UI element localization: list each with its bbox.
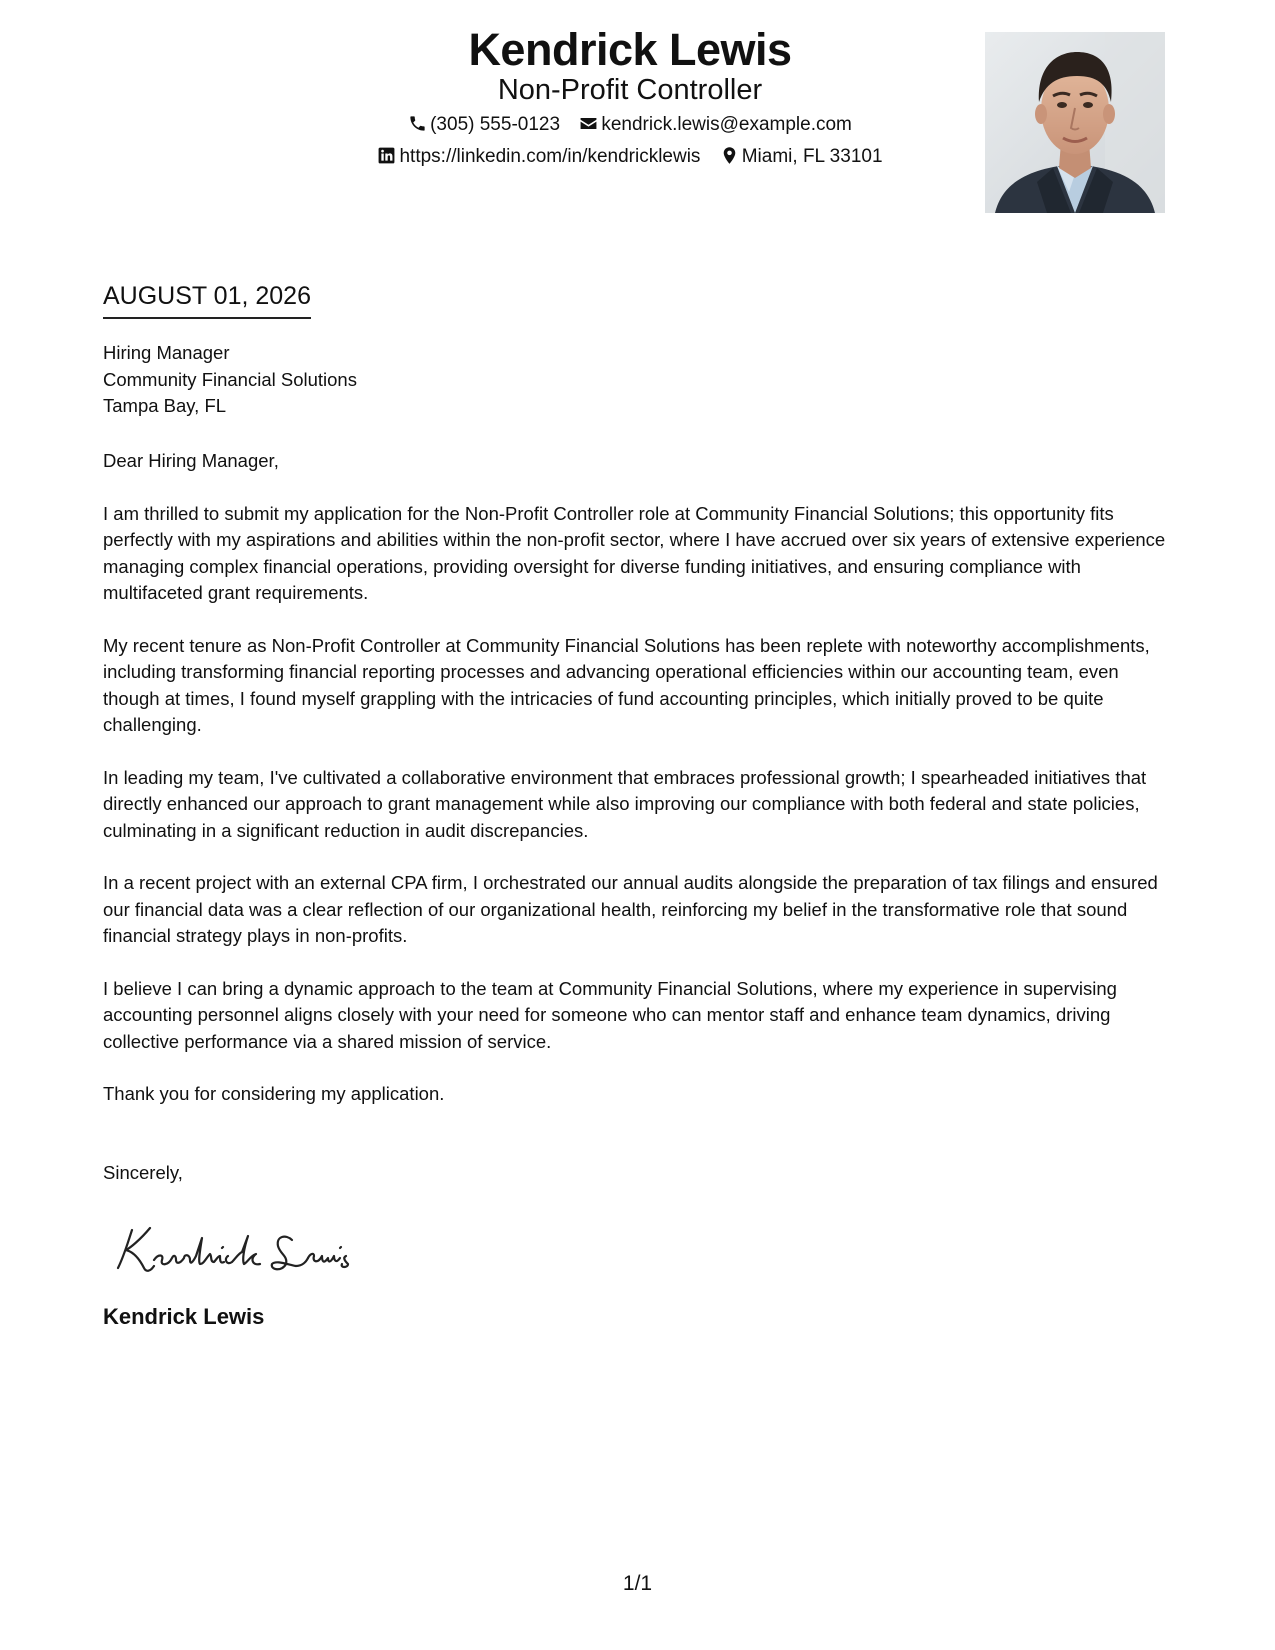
letter-body	[103, 448, 1173, 1134]
contact-row-secondary	[300, 143, 960, 171]
recipient-location: Tampa Bay, FL	[103, 395, 227, 416]
paragraph-1: I am thrilled to submit my application for the Non-Profit Controller role at Community Financial Solutions; this opportunity fits perfectly with my aspirations and abilities within the non-profit sector, where I have accrued over six years of extensive experience managing complex financial operations, providing oversight for diverse funding initiatives, and ensuring compliance with multifaceted grant requirements.	[103, 502, 1166, 603]
recipient-block	[103, 340, 357, 420]
map-pin-icon	[720, 146, 739, 165]
signature-image	[110, 1210, 360, 1280]
paragraph-5: I believe I can bring a dynamic approach to the team at Community Financial Solutions, where my experience in supervising accounting personnel aligns closely with your need for someone who can mentor staff and enhance team dynamics, driving collective performance via a shared mission of service.	[103, 977, 1117, 1052]
page-number: 1/1	[622, 1572, 653, 1595]
applicant-title: Non-Profit Controller	[497, 74, 763, 106]
contact-linkedin[interactable]	[377, 143, 700, 171]
signer-name: Kendrick Lewis	[103, 1304, 265, 1329]
linkedin-text: https://linkedin.com/in/kendricklewis	[399, 146, 701, 167]
contact-email[interactable]	[579, 111, 852, 139]
contact-phone[interactable]	[408, 111, 560, 139]
paragraph-4: In a recent project with an external CPA firm, I orchestrated our annual audits alongside the preparation of tax filings and ensured our financial data was a clear reflection of our organizational health, reinforcing my belief in the transformative role that sound financial strategy plays in non-profits.	[103, 872, 1158, 946]
applicant-name: Kendrick Lewis	[468, 24, 792, 75]
paragraph-6: Thank you for considering my application.	[103, 1083, 445, 1104]
location-text: Miami, FL 33101	[741, 146, 883, 167]
letter-date: AUGUST 01, 2026	[103, 279, 311, 319]
paragraph-3: In leading my team, I've cultivated a collaborative environment that embraces professional growth; I spearheaded initiatives that directly enhanced our approach to grant management while also improving our compliance with both federal and state policies, culminating in a significant reduction in audit discrepancies.	[103, 766, 1147, 841]
envelope-icon	[579, 114, 598, 133]
paragraph-2: My recent tenure as Non-Profit Controller at Community Financial Solutions has been replete with noteworthy accomplishments, including transforming financial reporting processes and advancing operational efficiencies within our accounting team, even though at times, I found myself grappling with the intricacies of fund accounting principles, which initially proved to be quite challenging.	[103, 634, 1150, 735]
letter-header	[0, 0, 1275, 240]
phone-icon	[408, 114, 427, 133]
salutation: Dear Hiring Manager,	[103, 450, 279, 471]
email-text: kendrick.lewis@example.com	[601, 114, 852, 135]
portrait-image	[985, 32, 1165, 213]
contact-row-primary	[300, 111, 960, 139]
linkedin-icon	[377, 146, 396, 165]
contact-location	[720, 143, 883, 171]
recipient-company: Community Financial Solutions	[103, 368, 357, 390]
profile-photo	[985, 32, 1165, 213]
closing: Sincerely,	[103, 1162, 183, 1183]
phone-text: (305) 555-0123	[430, 114, 561, 135]
recipient-name: Hiring Manager	[103, 342, 230, 363]
